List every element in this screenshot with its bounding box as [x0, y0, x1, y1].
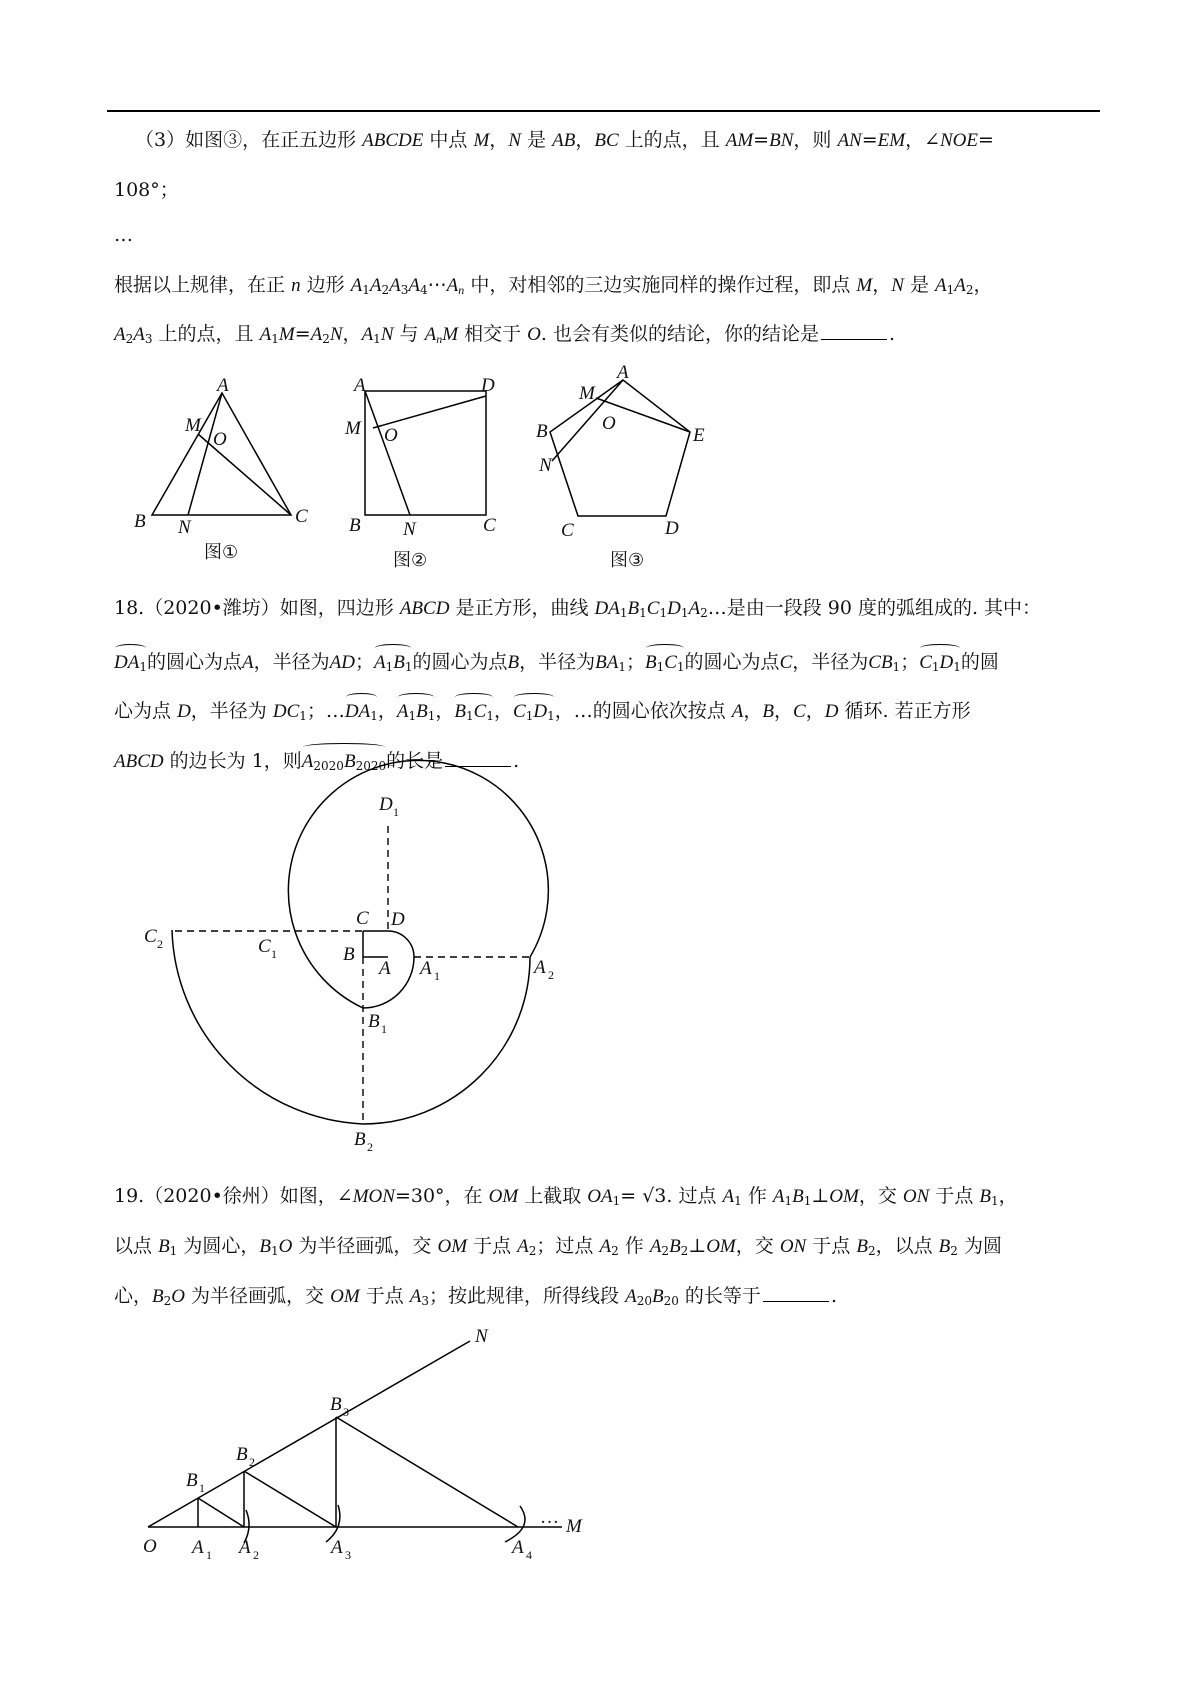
- fig3-label-D: D: [665, 518, 679, 539]
- item3-summary2: $A_2A_3$ 上的点，且 $A_1M=A_2N$，$A_1N$ 与 $A_nM$ 相交于 O. 也会有类似的结论，你的结论是 .: [114, 323, 896, 346]
- fig19-label-B2: B: [236, 1444, 248, 1465]
- answer-blank-17: [821, 338, 887, 340]
- item3-line1: （3）如图③，在正五边形 ABCDE 中点 M，N 是 AB，BC 上的点，且 AM=BN，则 AN=EM，∠NOE=: [135, 129, 994, 151]
- q19-line2: 以点 $B_1$ 为圆心，$B_1O$ 为半径画弧，交 OM 于点 $A_2$；过点 $A_2$ 作 $A_2B_2\perp OM$，交 ON 于点 $B_2$，以点 $B_2$ 为圆: [114, 1235, 1002, 1258]
- fig18-label-D: D: [391, 909, 405, 930]
- svg-text:2: 2: [253, 1548, 259, 1562]
- svg-text:3: 3: [345, 1548, 351, 1562]
- item3-summary1: 根据以上规律，在正 n 边形 $A_1A_2A_3A_4\cdots A_n$ 中，对相邻的三边实施同样的操作过程，即点 M，N 是 $A_1A_2$，: [114, 274, 993, 297]
- fig1-caption: 图①: [204, 542, 239, 563]
- fig2-label-O: O: [384, 425, 398, 446]
- answer-blank-18: [445, 765, 511, 767]
- fig19-label-B3: B: [330, 1394, 342, 1415]
- fig1-label-B: B: [134, 511, 146, 532]
- fig3-label-B: B: [536, 421, 548, 442]
- svg-text:1: 1: [393, 805, 399, 819]
- svg-text:1: 1: [381, 1022, 387, 1036]
- svg-text:4: 4: [526, 1548, 532, 1562]
- svg-text:2: 2: [249, 1455, 255, 1469]
- fig2-label-A: A: [354, 375, 366, 396]
- fig18-label-A: A: [379, 958, 391, 979]
- fig2-label-C: C: [483, 515, 496, 536]
- answer-blank-19: [763, 1300, 829, 1302]
- fig18-label-C1: C: [258, 936, 271, 957]
- q18-line3: 心为点 D，半径为 $DC_1$；$\dots DA_1$，$A_1B_1$，$B_1C_1$，$C_1D_1$，…的圆心依次按点 A，B，C，D 循环. 若正方形: [114, 694, 971, 725]
- fig18-label-D1: D: [379, 794, 393, 815]
- fig3-label-A: A: [617, 362, 629, 383]
- fig19-label-A3: A: [331, 1537, 343, 1558]
- svg-text:2: 2: [157, 937, 163, 951]
- fig2-caption: 图②: [393, 550, 428, 571]
- fig19-label-N: N: [475, 1326, 488, 1347]
- fig3-label-O: O: [602, 413, 616, 434]
- fig18-label-A1: A: [420, 958, 432, 979]
- fig3-label-M: M: [579, 383, 595, 404]
- svg-text:1: 1: [434, 969, 440, 983]
- q18-line4: ABCD 的边长为 1，则$A_{2020}B_{2020}$的长是 .: [114, 744, 519, 775]
- fig19-label-O: O: [143, 1536, 157, 1557]
- fig19-label-M: M: [566, 1516, 582, 1537]
- fig2-label-N: N: [403, 519, 416, 540]
- fig3-label-C: C: [561, 520, 574, 541]
- fig2-label-D: D: [481, 375, 495, 396]
- fig3-label-E: E: [693, 425, 705, 446]
- fig19-ellipsis: …: [540, 1507, 559, 1528]
- fig19-label-A1: A: [192, 1537, 204, 1558]
- fig18-label-B1: B: [368, 1011, 380, 1032]
- q18-line2: $DA_1$的圆心为点A，半径为AD；$A_1B_1$的圆心为点B，半径为$BA_1$；$B_1C_1$的圆心为点C，半径为$CB_1$；$C_1D_1$的圆: [114, 645, 999, 676]
- fig18-label-C: C: [356, 908, 369, 929]
- svg-text:2: 2: [367, 1140, 373, 1154]
- fig18-label-C2: C: [144, 926, 157, 947]
- fig18-label-B2: B: [354, 1129, 366, 1150]
- fig1-label-C: C: [295, 506, 308, 527]
- fig1-label-M: M: [185, 415, 201, 436]
- svg-text:1: 1: [199, 1481, 205, 1495]
- fig3-caption: 图③: [610, 550, 645, 571]
- svg-text:1: 1: [206, 1548, 212, 1562]
- q19-line1: 19.（2020•徐州）如图，∠MON=30°，在 OM 上截取 $OA_1= √3$. 过点 $A_1$ 作 $A_1B_1\perp OM$，交 ON 于点 $B_1$，: [114, 1185, 1018, 1208]
- svg-text:3: 3: [343, 1405, 349, 1419]
- svg-text:1: 1: [271, 947, 277, 961]
- fig3-label-N: N: [539, 455, 552, 476]
- fig19-label-A4: A: [512, 1537, 524, 1558]
- ellipsis: …: [114, 224, 133, 246]
- header-rule: [107, 110, 1100, 112]
- fig19-label-B1: B: [186, 1470, 198, 1491]
- fig1-label-O: O: [213, 429, 227, 450]
- fig1-label-N: N: [178, 517, 191, 538]
- fig18-label-B: B: [343, 944, 355, 965]
- fig1-label-A: A: [217, 375, 229, 396]
- fig2-label-M: M: [345, 418, 361, 439]
- fig18-label-A2: A: [534, 957, 546, 978]
- fig2-label-B: B: [349, 515, 361, 536]
- q18-line1: 18.（2020•潍坊）如图，四边形 ABCD 是正方形，曲线 $DA_1B_1C_1D_1A_2\dots$是由一段段 90 度的弧组成的. 其中：: [114, 597, 1042, 620]
- svg-text:2: 2: [548, 968, 554, 982]
- q19-line3: 心，$B_2O$ 为半径画弧，交 OM 于点 $A_3$；按此规律，所得线段 $A_{20}B_{20}$ 的长等于 .: [114, 1285, 837, 1308]
- item3-line2: 108°；: [114, 179, 179, 201]
- fig19-label-A2: A: [239, 1537, 251, 1558]
